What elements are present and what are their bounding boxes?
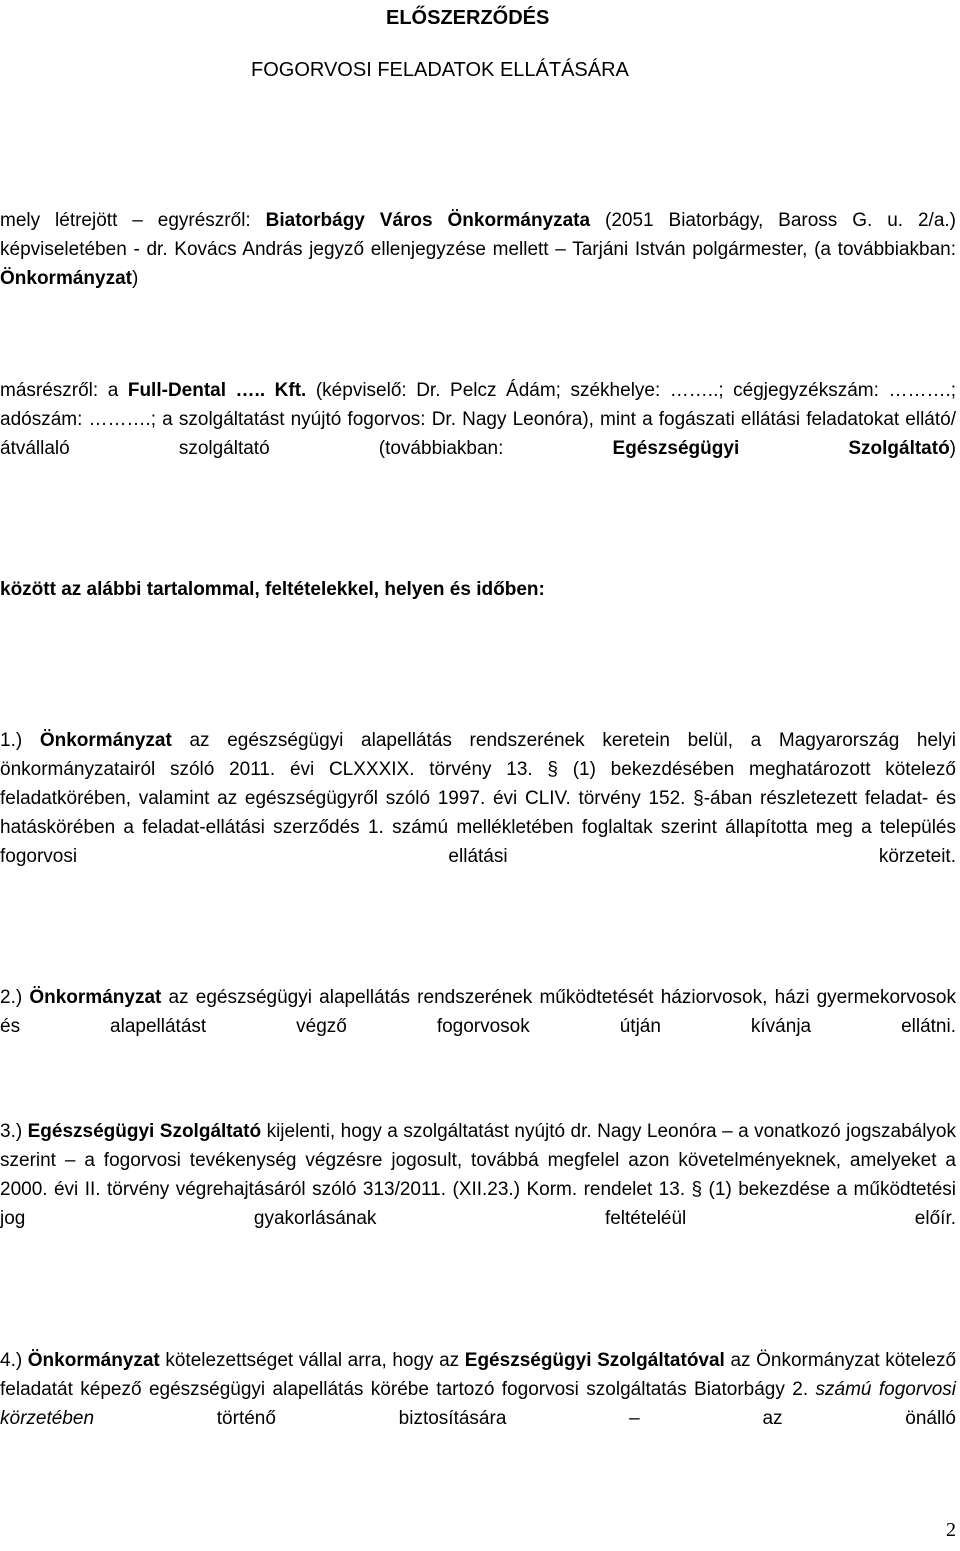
clause-1: 1.) Önkormányzat az egészségügyi alapellátás rendszerének keretein belül, a Magyarország helyi önkormányzatairól szóló 2011. évi CLXXXIX. törvény 13. § (1) bekezdésében meghatározott kötelező feladatkörében, valamint az egészségügyről szóló 1997. évi CLIV. törvény 152. §-ában részletezett feladat- és hatáskörében a feladat-ellátási szerződés 1. számú mellékletében foglaltak szerint állapította meg a település fogorvosi ellátási körzeteit. (0, 730, 957, 867)
intro-line: között az alábbi tartalommal, feltételekkel, helyen és időben: (0, 579, 545, 600)
clause-4: 4.) Önkormányzat kötelezettséget vállal arra, hogy az Egészségügyi Szolgáltatóval az Önkormányzat kötelező feladatát képező egészségügyi alapellátás körébe tartozó fogorvosi szolgáltatás Biatorbágy 2. számú fogorvosi körzetében történő biztosítására – az önálló (0, 1350, 957, 1429)
clause-2: 2.) Önkormányzat az egészségügyi alapellátás rendszerének működtetését háziorvosok, házi gyermekorvosok és alapellátást végző fogorvosok útján kívánja ellátni. (0, 987, 956, 1037)
document-subtitle: FOGORVOSI FELADATOK ELLÁTÁSÁRA (251, 59, 629, 81)
page-number: 2 (946, 1519, 956, 1541)
document-title: ELŐSZERZŐDÉS (386, 7, 550, 29)
clause-3: 3.) Egészségügyi Szolgáltató kijelenti, hogy a szolgáltatást nyújtó dr. Nagy Leonóra – a vonatkozó jogszabályok szerint – a fogorvosi tevékenység végzésre jogosult, továbbá megfelel azon követelményeknek, amelyeket a 2000. évi II. törvény végrehajtásáról szóló 313/2011. (XII.23.) Korm. rendelet 13. § (1) bekezdése a működtetési jog gyakorlásának feltételéül előír. (0, 1121, 957, 1229)
party-1-paragraph: mely létrejött – egyrészről: Biatorbágy Város Önkormányzata (2051 Biatorbágy, Baross G. u. 2/a.) képviseletében - dr. Kovács András jegyző ellenjegyzése mellett – Tarjáni István polgármester, (a továbbiakban: Önkormányzat) (0, 210, 956, 289)
party-2-paragraph: másrészről: a Full-Dental ….. Kft. (képviselő: Dr. Pelcz Ádám; székhelye: ……..; cégjegyzékszám: ……….; adószám: ……….; a szolgáltatást nyújtó fogorvos: Dr. Nagy Leonóra), mint a fogászati ellátási feladatokat ellátó/átvállaló szolgáltató (továbbiakban: Egészségügyi Szolgáltató) (0, 380, 957, 459)
